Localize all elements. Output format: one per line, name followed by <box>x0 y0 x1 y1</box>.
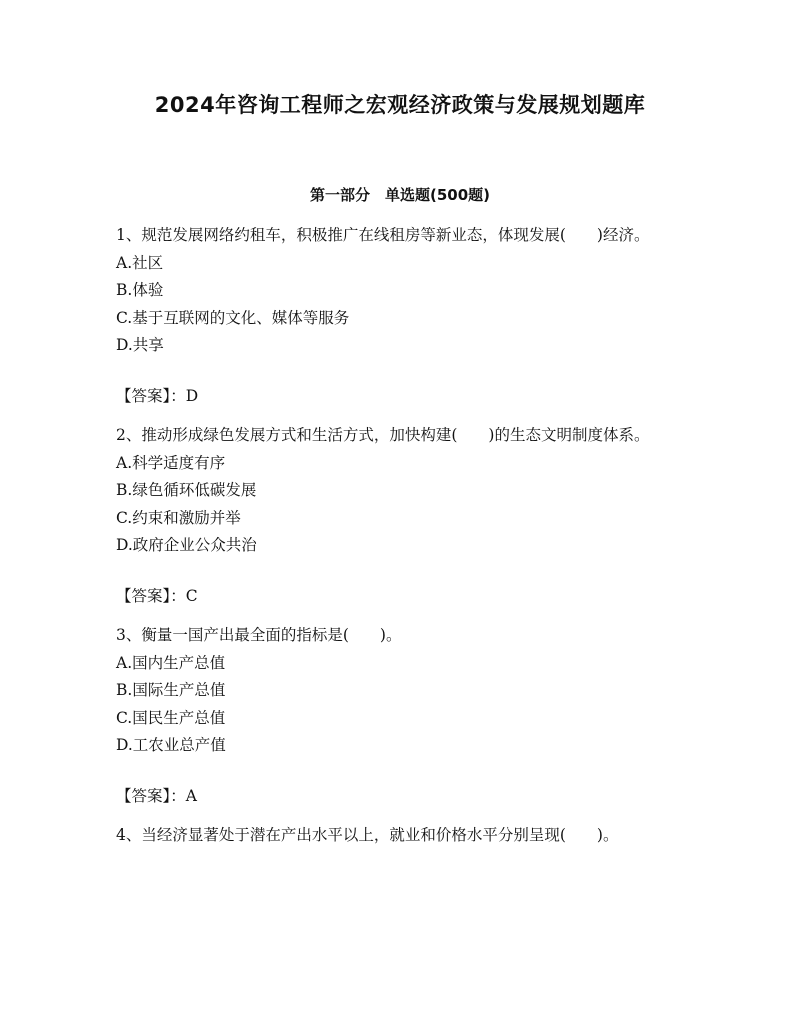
option-c: C.基于互联网的文化、媒体等服务 <box>116 308 350 327</box>
option-d: D.工农业总产值 <box>116 736 226 754</box>
question-stem: 1、规范发展网络约租车，积极推广在线租房等新业态，体现发展( )经济。 <box>116 226 650 244</box>
option-a: A.国内生产总值 <box>116 653 226 672</box>
answer-line: 【答案】：D <box>116 386 199 405</box>
option-b: B.体验 <box>116 281 164 299</box>
section-title: 第一部分 单选题(500题) <box>309 186 491 204</box>
question-list <box>116 222 686 850</box>
option-b: B.国际生产总值 <box>116 681 226 699</box>
answer-line: 【答案】：C <box>116 586 198 605</box>
answer-line: 【答案】：A <box>116 786 197 805</box>
option-a: A.社区 <box>116 253 164 272</box>
question-2 <box>116 422 686 610</box>
option-b: B.绿色循环低碳发展 <box>116 481 257 499</box>
question-stem: 2、推动形成绿色发展方式和生活方式，加快构建( )的生态文明制度体系。 <box>116 426 650 444</box>
question-4 <box>116 822 686 850</box>
document-title: 2024年咨询工程师之宏观经济政策与发展规划题库 <box>154 93 646 117</box>
option-c: C.国民生产总值 <box>116 708 226 727</box>
option-c: C.约束和激励并举 <box>116 508 241 527</box>
question-stem: 4、当经济显著处于潜在产出水平以上，就业和价格水平分别呈现( )。 <box>116 826 619 844</box>
option-a: A.科学适度有序 <box>116 453 226 472</box>
question-stem: 3、衡量一国产出最全面的指标是( )。 <box>116 626 402 644</box>
question-3 <box>116 622 686 810</box>
option-d: D.政府企业公众共治 <box>116 536 257 554</box>
option-d: D.共享 <box>116 336 164 354</box>
question-1 <box>116 222 686 410</box>
